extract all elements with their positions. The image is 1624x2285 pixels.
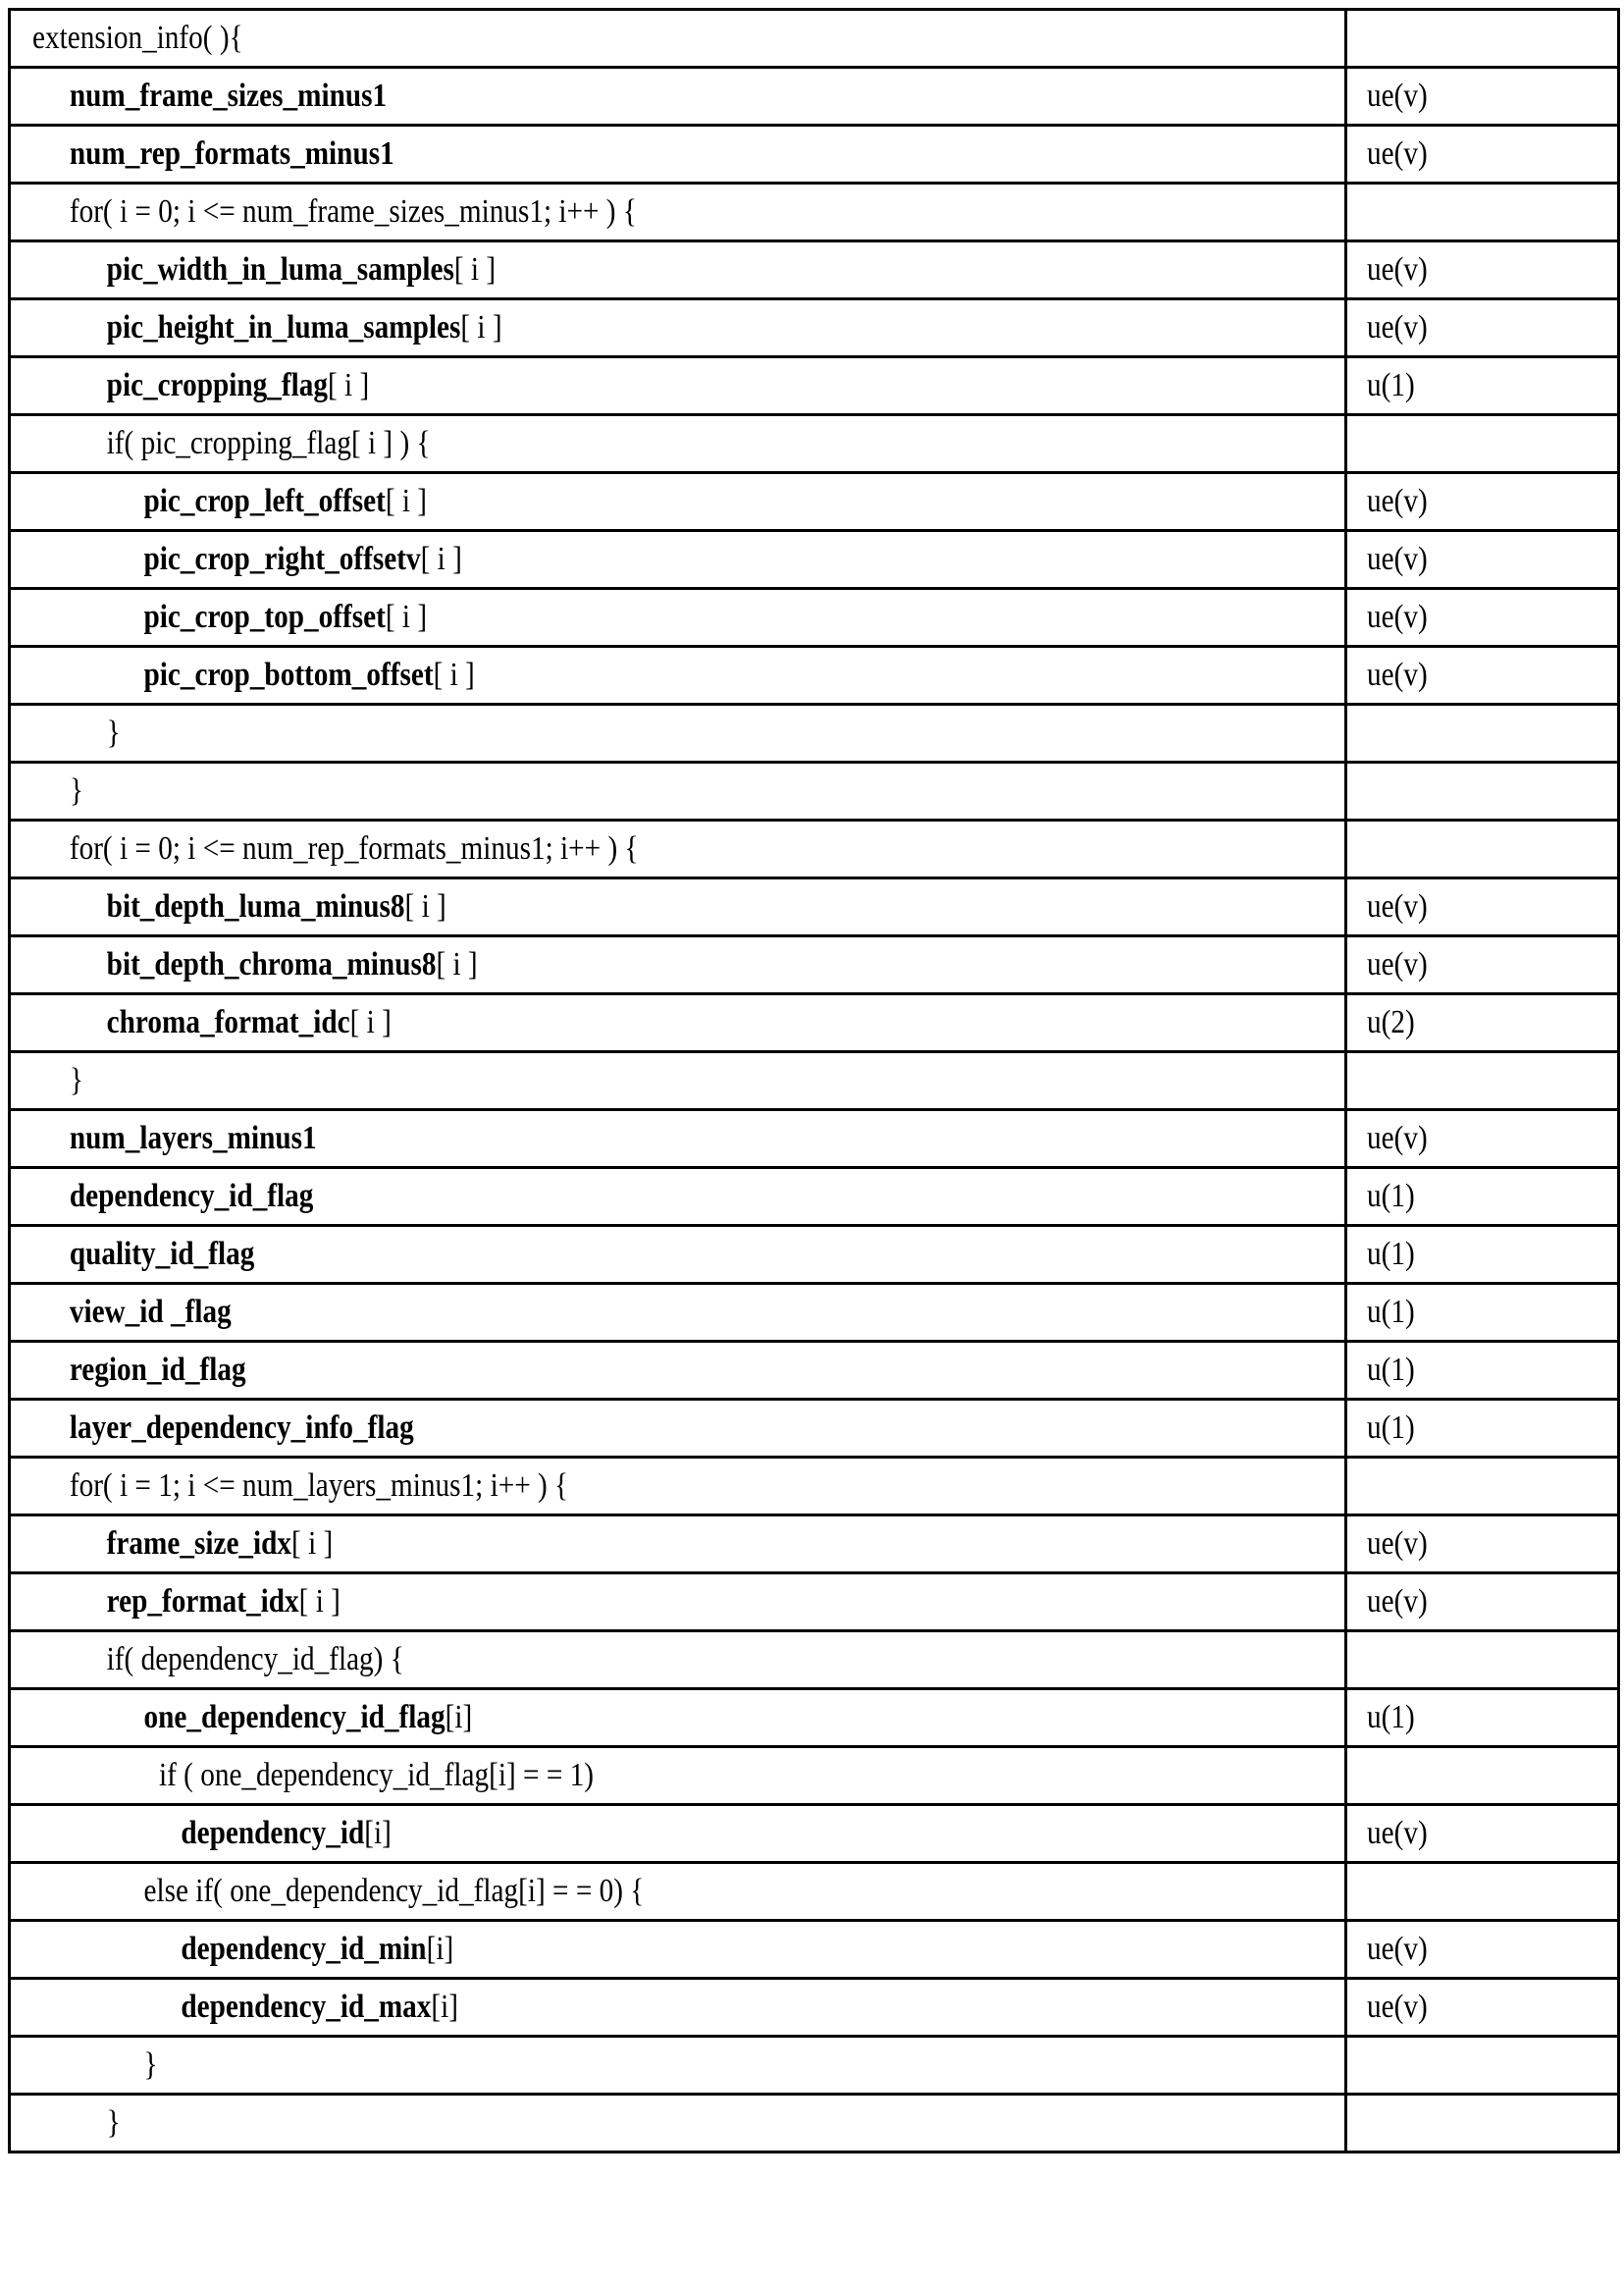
descriptor-cell [1346,357,1619,415]
table-row [10,1342,1619,1400]
syntax-cell [10,1863,1346,1921]
table-row [10,2095,1619,2152]
syntax-element-name: one_dependency_id_flag [143,1699,445,1735]
syntax-cell [10,1052,1346,1110]
descriptor-cell [1346,1226,1619,1284]
descriptor-text: ue(v) [1367,1525,1428,1562]
descriptor-text: ue(v) [1367,483,1428,519]
syntax-plain-text: [ i ] [291,1525,334,1562]
syntax-cell [10,241,1346,299]
syntax-plain-text: [i] [426,1931,454,1967]
descriptor-cell [1346,1515,1619,1573]
table-row [10,1458,1619,1515]
descriptor-cell [1346,184,1619,241]
descriptor-cell [1346,936,1619,994]
syntax-text [32,1980,458,2035]
syntax-text [32,1169,313,1224]
syntax-element-name: pic_width_in_luma_samples [106,251,454,288]
descriptor-cell [1346,1863,1619,1921]
syntax-cell [10,2095,1346,2152]
syntax-plain-text: if( dependency_id_flag) { [106,1641,404,1677]
syntax-text [32,1632,404,1687]
descriptor-cell [1346,1110,1619,1168]
descriptor-cell [1346,1458,1619,1515]
syntax-cell [10,126,1346,184]
syntax-element-name: num_frame_sizes_minus1 [69,78,388,114]
syntax-plain-text: for( i = 0; i <= num_frame_sizes_minus1; i++ ) { [69,193,637,230]
syntax-text [32,648,475,703]
table-row [10,1168,1619,1226]
descriptor-text: u(1) [1367,1699,1415,1735]
syntax-text [32,879,446,934]
descriptor-cell [1346,1689,1619,1747]
syntax-text [32,474,427,529]
descriptor-text: ue(v) [1367,78,1428,114]
syntax-cell [10,1805,1346,1863]
syntax-plain-text: } [106,2104,121,2141]
table-row [10,1689,1619,1747]
descriptor-text: u(1) [1367,1236,1415,1272]
syntax-element-name: view_id _flag [69,1294,232,1330]
syntax-cell [10,1515,1346,1573]
descriptor-cell [1346,1168,1619,1226]
syntax-cell [10,1168,1346,1226]
syntax-text [32,1748,594,1803]
syntax-element-name: dependency_id_flag [69,1178,314,1214]
table-row [10,1226,1619,1284]
syntax-text [32,995,392,1050]
syntax-cell [10,184,1346,241]
syntax-cell [10,531,1346,589]
syntax-plain-text: [ i ] [453,251,497,288]
syntax-element-name: dependency_id_max [181,1989,432,2025]
syntax-element-name: pic_crop_top_offset [143,599,386,635]
table-row [10,1921,1619,1979]
table-row [10,1631,1619,1689]
syntax-plain-text: for( i = 1; i <= num_layers_minus1; i++ ) { [69,1467,569,1504]
syntax-text [32,416,431,471]
descriptor-text: ue(v) [1367,657,1428,693]
syntax-element-name: num_layers_minus1 [69,1120,317,1156]
table-row [10,1110,1619,1168]
syntax-text [32,822,639,877]
syntax-text [32,358,369,413]
descriptor-cell [1346,473,1619,531]
syntax-cell [10,1631,1346,1689]
table-row [10,878,1619,936]
syntax-text [32,1690,472,1745]
table-row [10,647,1619,705]
syntax-element-name: region_id_flag [69,1352,246,1388]
syntax-text [32,1574,341,1629]
descriptor-text: u(1) [1367,367,1415,403]
descriptor-cell [1346,1284,1619,1342]
syntax-cell [10,1226,1346,1284]
syntax-plain-text: if ( one_dependency_id_flag[i] = = 1) [159,1757,595,1793]
descriptor-text: ue(v) [1367,1120,1428,1156]
syntax-plain-text: [i] [445,1699,473,1735]
syntax-plain-text: [ i ] [385,599,428,635]
syntax-text [32,1227,254,1282]
table-row [10,126,1619,184]
syntax-text [32,1922,453,1977]
syntax-cell [10,1689,1346,1747]
descriptor-cell [1346,878,1619,936]
descriptor-cell [1346,299,1619,357]
descriptor-cell [1346,647,1619,705]
descriptor-text: ue(v) [1367,1989,1428,2025]
syntax-element-name: pic_crop_right_offsetv [143,541,421,577]
syntax-plain-text: } [106,715,121,751]
descriptor-cell [1346,2037,1619,2095]
syntax-cell [10,878,1346,936]
descriptor-cell [1346,589,1619,647]
syntax-cell [10,1921,1346,1979]
syntax-element-name: dependency_id [181,1815,365,1851]
syntax-element-name: num_rep_formats_minus1 [69,135,394,172]
syntax-plain-text: for( i = 0; i <= num_rep_formats_minus1; i++ ) { [69,830,639,867]
syntax-cell [10,1400,1346,1458]
descriptor-cell [1346,2095,1619,2152]
syntax-cell [10,994,1346,1052]
syntax-text [32,1343,246,1398]
descriptor-cell [1346,1400,1619,1458]
descriptor-text: u(1) [1367,1178,1415,1214]
table-row [10,1515,1619,1573]
syntax-cell [10,821,1346,878]
table-row [10,357,1619,415]
table-row [10,1400,1619,1458]
syntax-cell [10,936,1346,994]
descriptor-text: u(1) [1367,1409,1415,1446]
table-row [10,299,1619,357]
syntax-text [32,1111,317,1166]
syntax-cell [10,1573,1346,1631]
syntax-text [32,532,462,587]
descriptor-text: ue(v) [1367,135,1428,172]
syntax-plain-text: [i] [431,1989,459,2025]
descriptor-cell [1346,1747,1619,1805]
descriptor-text: ue(v) [1367,1931,1428,1967]
syntax-text [32,69,387,124]
syntax-text [32,706,121,761]
table-row [10,1052,1619,1110]
table-row [10,994,1619,1052]
syntax-cell [10,299,1346,357]
table-row [10,531,1619,589]
syntax-element-name: pic_crop_bottom_offset [143,657,434,693]
syntax-plain-text: else if( one_dependency_id_flag[i] = = 0) { [143,1873,645,1909]
table-row [10,10,1619,68]
syntax-element-name: pic_cropping_flag [106,367,328,403]
descriptor-text: u(2) [1367,1004,1415,1040]
syntax-cell [10,1979,1346,2037]
descriptor-cell [1346,1979,1619,2037]
table-row [10,1284,1619,1342]
table-row [10,68,1619,126]
syntax-cell [10,473,1346,531]
descriptor-cell [1346,1052,1619,1110]
table-row [10,936,1619,994]
syntax-cell [10,1110,1346,1168]
descriptor-cell [1346,241,1619,299]
syntax-text [32,1806,392,1861]
syntax-text [32,185,637,239]
syntax-element-name: frame_size_idx [106,1525,292,1562]
syntax-element-name: layer_dependency_info_flag [69,1409,414,1446]
syntax-plain-text: [ i ] [349,1004,392,1040]
table-row [10,2037,1619,2095]
descriptor-cell [1346,1805,1619,1863]
syntax-element-name: pic_crop_left_offset [143,483,386,519]
syntax-text [32,2096,121,2151]
syntax-plain-text: [i] [364,1815,392,1851]
table-row [10,1979,1619,2037]
syntax-plain-text: } [69,1062,83,1098]
syntax-text [32,1401,414,1456]
descriptor-cell [1346,821,1619,878]
descriptor-text: u(1) [1367,1352,1415,1388]
syntax-element-name: chroma_format_idc [106,1004,350,1040]
syntax-element-name: bit_depth_chroma_minus8 [106,946,437,983]
syntax-cell [10,10,1346,68]
syntax-element-name: rep_format_idx [106,1583,299,1620]
table-row [10,1747,1619,1805]
syntax-text [32,300,502,355]
syntax-element-name: pic_height_in_luma_samples [106,309,461,345]
descriptor-text: ue(v) [1367,1583,1428,1620]
table-row [10,821,1619,878]
syntax-plain-text: [ i ] [404,888,446,925]
syntax-text [32,1516,333,1571]
syntax-plain-text: [ i ] [436,946,478,983]
syntax-plain-text: } [143,2046,158,2083]
syntax-cell [10,647,1346,705]
syntax-text [32,242,496,297]
syntax-text [32,937,478,992]
descriptor-cell [1346,1631,1619,1689]
syntax-text [32,1053,83,1108]
syntax-cell [10,705,1346,763]
descriptor-cell [1346,531,1619,589]
syntax-cell [10,415,1346,473]
syntax-plain-text: } [69,772,83,809]
syntax-text [32,590,427,645]
syntax-text [32,1459,568,1514]
descriptor-text: ue(v) [1367,946,1428,983]
table-row [10,241,1619,299]
descriptor-cell [1346,10,1619,68]
descriptor-text: ue(v) [1367,1815,1428,1851]
table-row [10,1863,1619,1921]
syntax-cell [10,589,1346,647]
syntax-table-body [10,10,1619,2152]
descriptor-cell [1346,705,1619,763]
syntax-cell [10,2037,1346,2095]
syntax-cell [10,1284,1346,1342]
table-row [10,184,1619,241]
syntax-plain-text: [ i ] [420,541,462,577]
table-row [10,415,1619,473]
syntax-cell [10,1747,1346,1805]
descriptor-text: ue(v) [1367,541,1428,577]
syntax-element-name: dependency_id_min [181,1931,427,1967]
descriptor-text: ue(v) [1367,309,1428,345]
syntax-cell [10,1458,1346,1515]
syntax-plain-text: extension_info( ){ [32,20,243,56]
syntax-cell [10,1342,1346,1400]
syntax-plain-text: [ i ] [298,1583,341,1620]
syntax-element-name: quality_id_flag [69,1236,255,1272]
syntax-plain-text: [ i ] [385,483,428,519]
syntax-plain-text: if( pic_cropping_flag[ i ] ) { [106,425,431,461]
table-row [10,473,1619,531]
table-row [10,589,1619,647]
syntax-plain-text: [ i ] [327,367,370,403]
syntax-table [8,8,1620,2153]
descriptor-cell [1346,763,1619,821]
syntax-text [32,764,83,819]
descriptor-cell [1346,1921,1619,1979]
syntax-text [32,127,394,182]
table-row [10,763,1619,821]
descriptor-cell [1346,68,1619,126]
syntax-cell [10,68,1346,126]
descriptor-text: u(1) [1367,1294,1415,1330]
descriptor-cell [1346,1573,1619,1631]
syntax-cell [10,357,1346,415]
descriptor-text: ue(v) [1367,251,1428,288]
syntax-text [32,1864,644,1919]
table-row [10,1805,1619,1863]
descriptor-text: ue(v) [1367,888,1428,925]
descriptor-cell [1346,415,1619,473]
syntax-text [32,2038,158,2093]
descriptor-cell [1346,126,1619,184]
syntax-text [32,11,243,66]
descriptor-text: ue(v) [1367,599,1428,635]
syntax-plain-text: [ i ] [460,309,502,345]
syntax-element-name: bit_depth_luma_minus8 [106,888,405,925]
syntax-plain-text: [ i ] [433,657,475,693]
syntax-text [32,1285,232,1340]
table-row [10,705,1619,763]
table-row [10,1573,1619,1631]
descriptor-cell [1346,994,1619,1052]
descriptor-cell [1346,1342,1619,1400]
syntax-cell [10,763,1346,821]
